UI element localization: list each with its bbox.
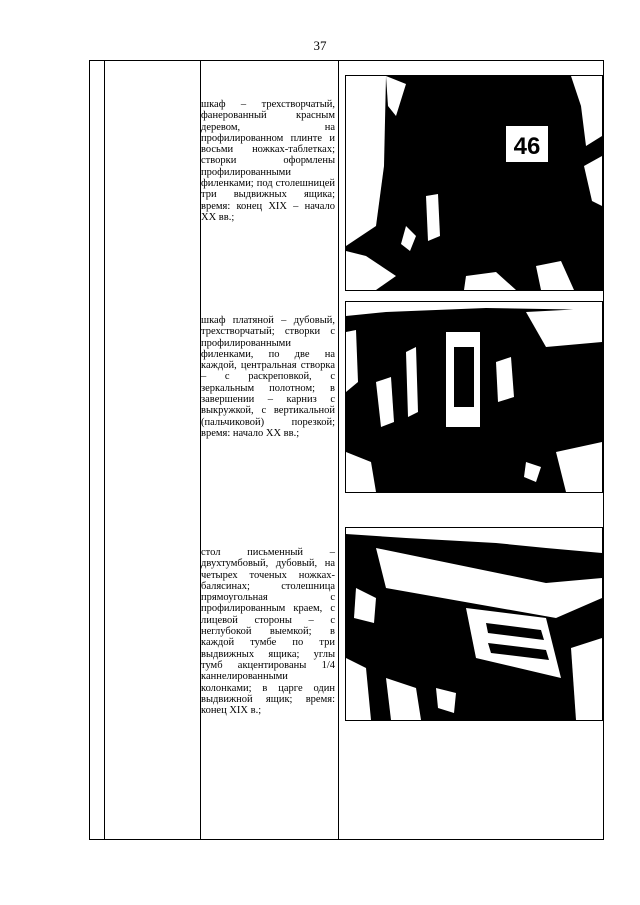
page-number: 37 [313,38,327,53]
column-divider-3 [338,61,339,839]
item-description: шкаф – трехстворчатый, фанерованный красным деревом, на профилированном плинте и восьми ножках-таблетках; створки оформлены профилированными филенками; под столешницей три выдвижных ящика; время: конец XIX – начало XX вв.; [201,99,335,223]
item-description: шкаф платяной – дубовый, трехстворчатый; створки с профилированными филенками, по две на каждой, центральная створка – с раскреповкой, с зеркальным полотном; в завершении – карниз с выкружкой, с вертикальной (пальчиковой) порезкой; время: начало XX вв.; [201,315,335,439]
column-divider-1 [104,61,105,839]
item-photo [345,301,603,493]
item-description: стол письменный – двухтумбовый, дубовый, на четырех точеных ножках-балясинах; столешница прямоугольная с профилированным краем, с лицевой стороны – с неглубокой выемкой; в каждой тумбе по три выдвижных ящика; углы тумб акцентированы 1/4 каннелированными колонками; в царге один выдвижной ящик; время: конец XIX в.; [201,547,335,717]
inventory-table [89,60,604,840]
item-photo [345,75,603,291]
inventory-tag-label: 46 [513,133,541,160]
item-photo [345,527,603,721]
